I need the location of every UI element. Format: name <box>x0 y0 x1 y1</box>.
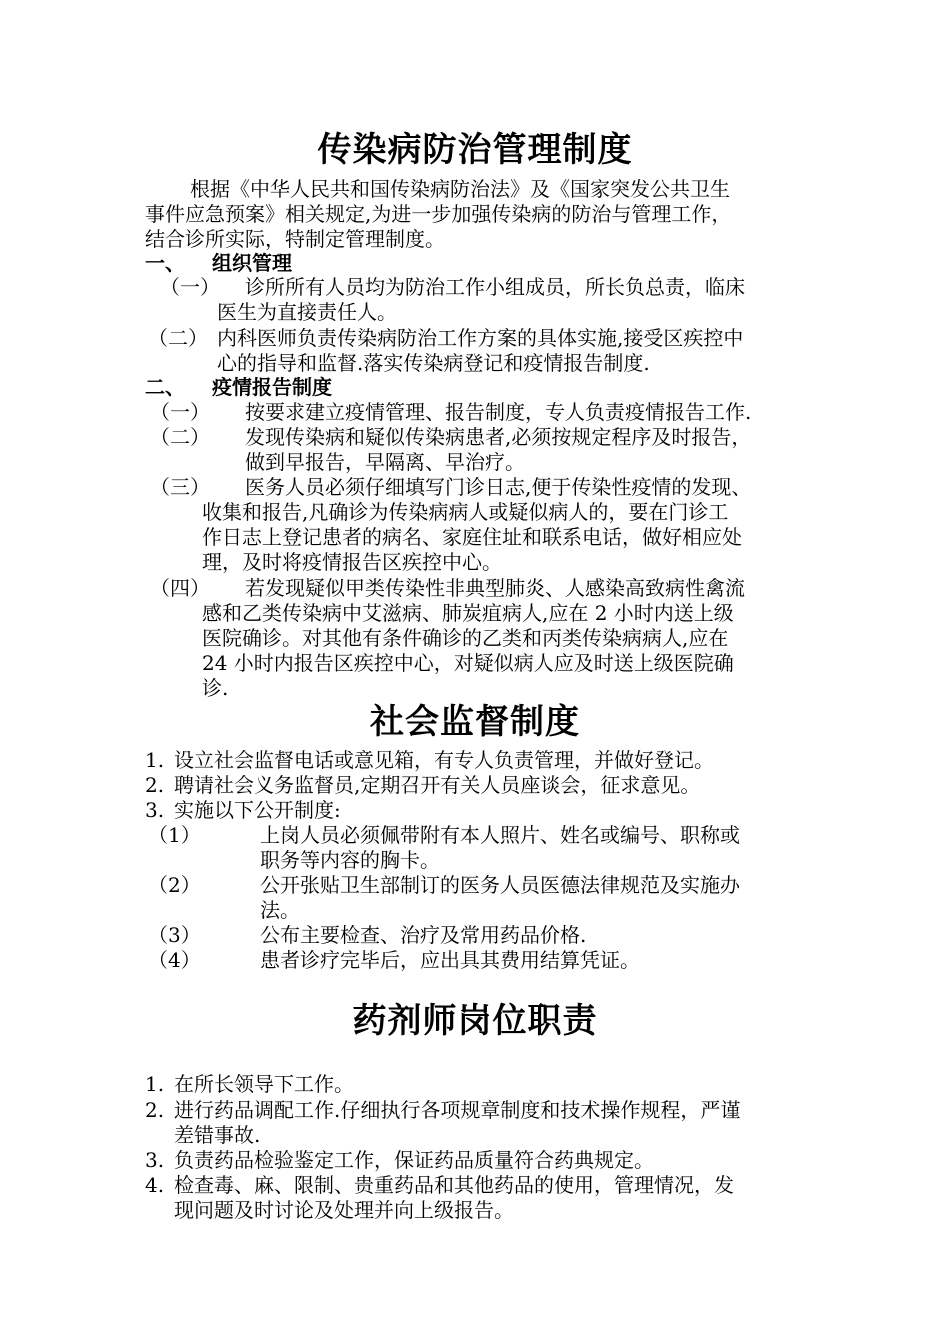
list-number: 1. <box>145 1072 165 1096</box>
list-number: 4. <box>145 1173 165 1197</box>
list-item: 实施以下公开制度: <box>174 798 341 822</box>
list-number: 2. <box>145 1098 165 1122</box>
sub-item-marker: （2） <box>148 873 201 897</box>
item-line: 理，及时将疫情报告区疾控中心。 <box>202 550 502 574</box>
item-line: 感和乙类传染病中艾滋病、肺炭疽病人,应在 2 小时内送上级 <box>202 601 734 625</box>
item-line: 医生为直接责任人。 <box>217 300 397 324</box>
sub-item-line: 上岗人员必须佩带附有本人照片、姓名或编号、职称或 <box>260 823 740 847</box>
sub-item-line: 公开张贴卫生部制订的医务人员医德法律规范及实施办 <box>260 873 740 897</box>
item-line: 医院确诊。对其他有条件确诊的乙类和丙类传染病病人,应在 <box>202 626 729 650</box>
list-number: 2. <box>145 773 165 797</box>
list-number: 1. <box>145 748 165 772</box>
item-marker: （二） <box>148 326 208 350</box>
section-title-social-supervision: 社会监督制度 <box>370 702 580 742</box>
list-item: 差错事故. <box>174 1123 261 1147</box>
sub-item-line: 患者诊疗完毕后，应出具其费用结算凭证。 <box>260 948 640 972</box>
item-line: 发现传染病和疑似传染病患者,必须按规定程序及时报告， <box>245 425 752 449</box>
item-line: 诊. <box>202 676 229 700</box>
item-line: 医务人员必须仔细填写门诊日志,便于传染性疫情的发现、 <box>245 475 752 499</box>
list-item: 聘请社会义务监督员,定期召开有关人员座谈会，征求意见。 <box>174 773 701 797</box>
item-line: 作日志上登记患者的病名、家庭住址和联系电话，做好相应处 <box>202 525 742 549</box>
item-line: 按要求建立疫情管理、报告制度，专人负责疫情报告工作. <box>245 400 752 424</box>
section-title-infectious-disease: 传染病防治管理制度 <box>317 130 633 170</box>
item-marker: （四） <box>150 576 210 600</box>
item-line: 内科医师负责传染病防治工作方案的具体实施,接受区疾控中 <box>217 326 744 350</box>
item-line: 做到早报告，早隔离、早治疗。 <box>245 450 525 474</box>
item-line: 心的指导和监督.落实传染病登记和疫情报告制度. <box>217 351 650 375</box>
list-item: 在所长领导下工作。 <box>174 1072 354 1096</box>
list-item: 现问题及时讨论及处理并向上级报告。 <box>174 1198 514 1222</box>
list-item: 检查毒、麻、限制、贵重药品和其他药品的使用，管理情况，发 <box>174 1173 734 1197</box>
list-item: 设立社会监督电话或意见箱，有专人负责管理，并做好登记。 <box>174 748 714 772</box>
intro-line-2: 事件应急预案》相关规定,为进一步加强传染病的防治与管理工作， <box>145 202 732 226</box>
section-title-pharmacist-duties: 药剂师岗位职责 <box>352 1001 598 1041</box>
list-item: 负责药品检验鉴定工作，保证药品质量符合药典规定。 <box>174 1148 654 1172</box>
intro-line-1: 根据《中华人民共和国传染病防治法》及《国家突发公共卫生 <box>190 177 730 201</box>
item-line: 收集和报告,凡确诊为传染病病人或疑似病人的，要在门诊工 <box>202 500 729 524</box>
list-number: 3. <box>145 1148 165 1172</box>
sub-item-marker: （3） <box>148 923 201 947</box>
sub-item-marker: （1） <box>148 823 201 847</box>
sub-item-line: 法。 <box>260 898 300 922</box>
heading-number-1: 一、 <box>145 251 185 275</box>
item-marker: （二） <box>150 425 210 449</box>
sub-item-marker: （4） <box>148 948 201 972</box>
heading-number-2: 二、 <box>145 375 185 399</box>
list-item: 进行药品调配工作.仔细执行各项规章制度和技术操作规程，严谨 <box>174 1098 741 1122</box>
item-line: 24 小时内报告区疾控中心，对疑似病人应及时送上级医院确 <box>202 651 734 675</box>
item-line: 若发现疑似甲类传染性非典型肺炎、人感染高致病性禽流 <box>245 576 745 600</box>
list-number: 3. <box>145 798 165 822</box>
item-line: 诊所所有人员均为防治工作小组成员，所长负总责，临床 <box>245 275 745 299</box>
heading-organization: 组织管理 <box>212 251 292 275</box>
heading-epidemic-report: 疫情报告制度 <box>212 375 332 399</box>
item-marker: （一） <box>150 400 210 424</box>
sub-item-line: 公布主要检查、治疗及常用药品价格. <box>260 923 587 947</box>
item-marker: （三） <box>150 475 210 499</box>
sub-item-line: 职务等内容的胸卡。 <box>260 848 440 872</box>
intro-line-3: 结合诊所实际，特制定管理制度。 <box>145 227 445 251</box>
item-marker: （一） <box>160 275 220 299</box>
